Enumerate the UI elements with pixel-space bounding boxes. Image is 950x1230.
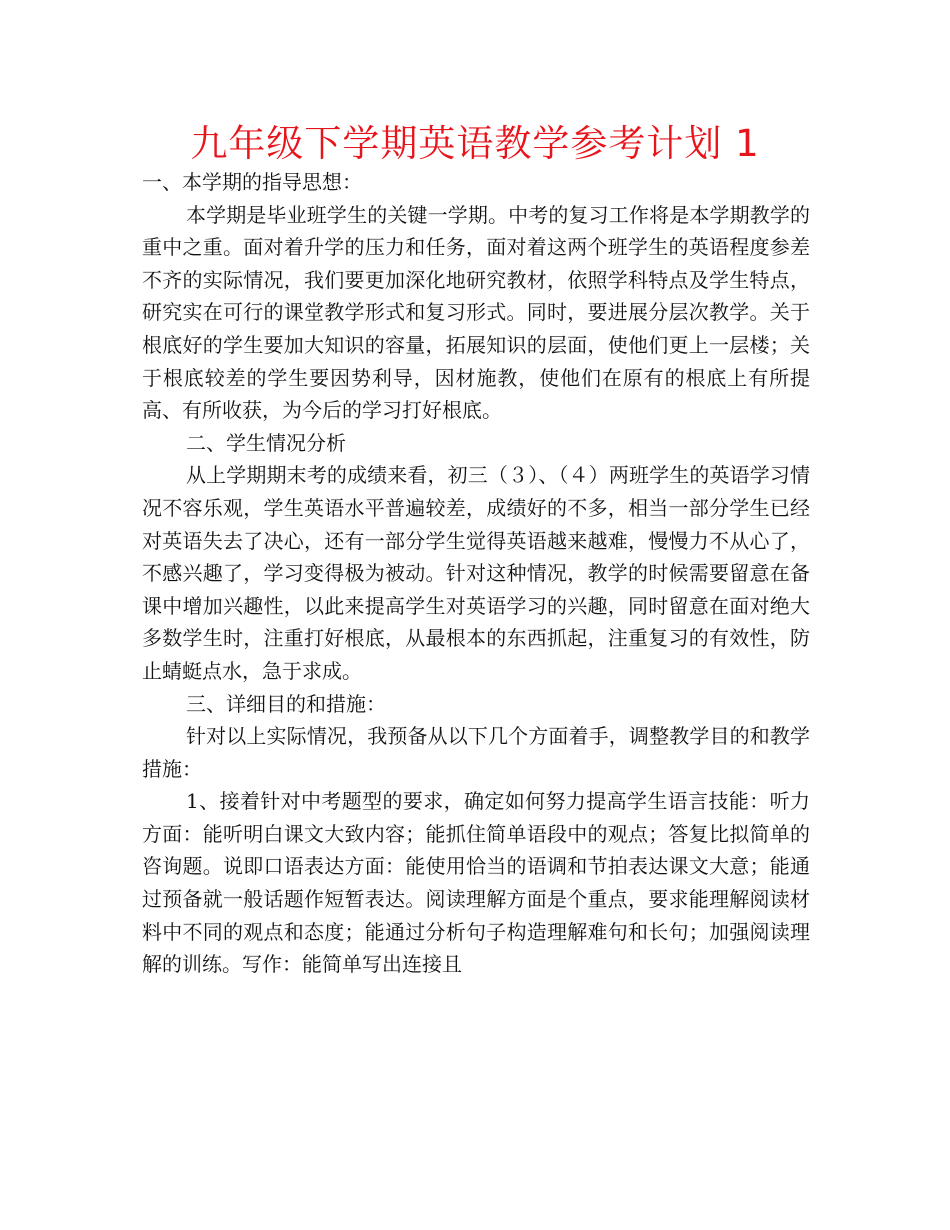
paragraph-goal-item-1: 1、接着针对中考题型的要求，确定如何努力提高学生语言技能：听力方面：能听明白课文大致内容；能抓住简单语段中的观点；答复比拟简单的咨询题。说即口语表达方面：能使用恰当的语调和节拍表达课文大意；能通过预备就一般话题作短暂表达。阅读理解方面是个重点，要求能理解阅读材料中不同的观点和态度；能通过分析句子构造理解难句和长句；加强阅读理解的训练。写作：能简单写出连接且 — [142, 789, 810, 977]
document-title: 九年级下学期英语教学参考计划 1 — [190, 122, 760, 165]
paragraph-goals-heading: 三、详细目的和措施： — [186, 691, 386, 716]
paragraph-goals-intro: 针对以上实际情况，我预备从以下几个方面着手，调整教学目的和教学措施： — [142, 724, 810, 781]
document-body — [142, 166, 810, 981]
paragraph-guiding-ideology: 本学期是毕业班学生的关键一学期。中考的复习工作将是本学期教学的重中之重。面对着升学的压力和任务，面对着这两个班学生的英语程度参差不齐的实际情况，我们要更加深化地研究教材，依照学科特点及学生特点，研究实在可行的课堂教学形式和复习形式。同时，要进展分层次教学。关于根底好的学生要加大知识的容量，拓展知识的层面，使他们更上一层楼；关于根底较差的学生要因势利导，因材施教，使他们在原有的根底上有所提高、有所收获，为今后的学习打好根底。 — [142, 202, 810, 423]
paragraph-guiding-ideology-heading: 一、本学期的指导思想： — [142, 170, 362, 194]
paragraph-student-analysis-heading: 二、学生情况分析 — [186, 430, 346, 455]
paragraph-student-analysis: 从上学期期末考的成绩来看，初三（３）、（４）两班学生的英语学习情况不容乐观，学生英语水平普遍较差，成绩好的不多，相当一部分学生已经对英语失去了决心，还有一部分学生觉得英语越来越难，慢慢力不从心了，不感兴趣了，学习变得极为被动。针对这种情况，教学的时候需要留意在备课中增加兴趣性，以此来提高学生对英语学习的兴趣，同时留意在面对绝大多数学生时，注重打好根底，从最根本的东西抓起，注重复习的有效性，防止蜻蜓点水，急于求成。 — [142, 463, 810, 683]
